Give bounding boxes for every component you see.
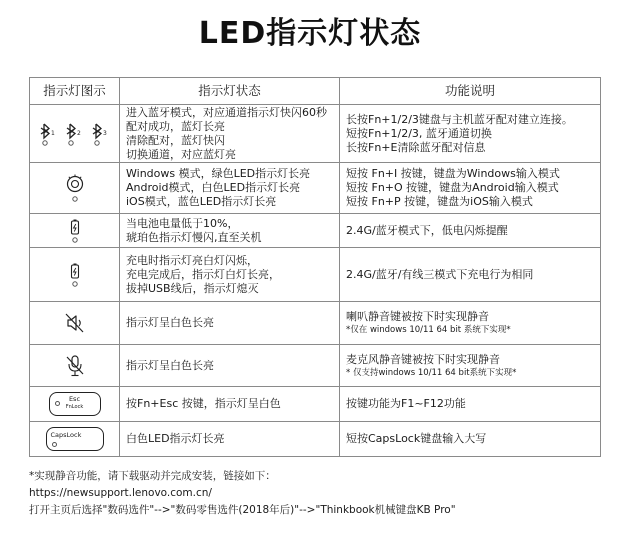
led-dot-icon [55,401,60,406]
led-dot-icon [52,442,57,447]
svg-text:1: 1 [50,129,55,137]
support-link[interactable]: https://newsupport.lenovo.com.cn/ [29,487,212,499]
table-header-row [30,78,601,105]
header-icon: 指示灯图示 [30,78,120,105]
table-row: CapsLock 白色LED指示灯长亮 短按CapsLock键盘输入大写 [30,422,601,457]
led-status-table [29,77,601,457]
page-title: LED指示灯状态 [198,16,422,51]
table-row: 指示灯呈白色长亮 麦克风静音键被按下时实现静音 * 仅支持windows 10/11 64 bit系统下实现* [30,345,601,387]
header-function: 功能说明 [340,78,601,105]
footer-note: *实现静音功能，请下载驱动并完成安装，链接如下： [29,470,276,482]
table-row: 指示灯呈白色长亮 喇叭静音键被按下时实现静音 *仅在 windows 10/11 64 bit 系统下实现* [30,302,601,345]
os-mode-icon [64,173,86,203]
battery-charge-icon [68,218,82,244]
footer-notes [29,468,456,519]
footer-instructions: 打开主页后选择"数码选件"-->"数码零售选件(2018年后)"-->"Thinkbook机械键盘KB Pro" [29,504,456,516]
table-row: Esc FnLock 按Fn+Esc 按键，指示灯呈白色 按键功能为F1~F12功能 [30,387,601,422]
key-bottom-label: FnLock [65,404,84,410]
header-status: 指示灯状态 [120,78,340,105]
speaker-mute-icon [62,311,88,335]
microphone-mute-icon [62,353,88,379]
svg-text:3: 3 [102,129,107,137]
capslock-key-icon [46,427,104,451]
key-top-label: Esc [68,395,81,403]
bluetooth-3-icon [93,124,101,145]
table-row: Windows 模式，绿色LED指示灯长亮 Android模式，白色LED指示灯长亮 iOS模式，蓝色LED指示灯长亮 短按 Fn+I 按键，键盘为Windows输入模式 短按 Fn+O 按键，键盘为Android输入模式 短按 Fn+P 按键，键盘为iOS输入模式 [30,163,601,214]
battery-charge-icon [68,262,82,288]
esc-fnlock-key-icon [49,392,101,416]
svg-text:2: 2 [76,129,81,137]
table-row: 1 2 3 进入蓝牙模式，对应通道指示灯快闪60秒 配对成功，蓝灯长亮 清除配对，蓝灯快闪 切换通道，对应蓝灯亮 长按Fn+1/2/3键盘与主机蓝牙配对建立连接。 短按Fn+1/2/3, 蓝牙通道切换 长按Fn+E清除蓝牙配对信息 [30,105,601,163]
bluetooth-1-icon [41,124,49,145]
bluetooth-channel-icons [36,121,114,147]
table-row: 充电时指示灯亮白灯闪烁， 充电完成后，指示灯白灯长亮， 拔掉USB线后，指示灯熄灭 2.4G/蓝牙/有线三模式下充电行为相同 [30,248,601,302]
table-row: 当电池电量低于10%， 琥珀色指示灯慢闪,直至关机 2.4G/蓝牙模式下，低电闪烁提醒 [30,214,601,248]
bluetooth-2-icon [67,124,75,145]
key-top-label: CapsLock [50,431,82,439]
